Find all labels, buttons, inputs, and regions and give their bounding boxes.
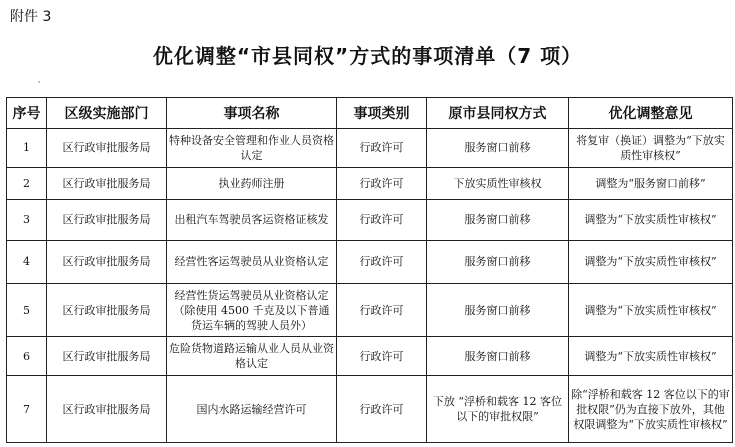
table-row — [7, 283, 733, 336]
cell-opinion: 调整为“下放实质性审核权” — [569, 337, 733, 376]
stray-mark: ' — [38, 80, 41, 89]
cell-item-name: 国内水路运输经营许可 — [167, 376, 337, 443]
cell-category: 行政许可 — [337, 283, 427, 336]
cell-original-method: 服务窗口前移 — [427, 199, 569, 240]
cell-no: 1 — [7, 129, 47, 168]
table-row — [7, 337, 733, 376]
cell-opinion: 调整为“下放实质性审核权” — [569, 199, 733, 240]
cell-dept: 区行政审批服务局 — [47, 283, 167, 336]
cell-dept: 区行政审批服务局 — [47, 376, 167, 443]
table-row — [7, 376, 733, 443]
cell-item-name: 经营性货运驾驶员从业资格认定（除使用 4500 千克及以下普通货运车辆的驾驶人员外） — [167, 283, 337, 336]
cell-dept: 区行政审批服务局 — [47, 129, 167, 168]
table-row — [7, 167, 733, 199]
table-row — [7, 129, 733, 168]
cell-original-method: 下放实质性审核权 — [427, 167, 569, 199]
table-row — [7, 199, 733, 240]
header-item-name: 事项名称 — [167, 98, 337, 129]
cell-dept: 区行政审批服务局 — [47, 240, 167, 283]
cell-item-name: 经营性客运驾驶员从业资格认定 — [167, 240, 337, 283]
cell-no: 3 — [7, 199, 47, 240]
cell-dept: 区行政审批服务局 — [47, 337, 167, 376]
cell-opinion: 将复审（换证）调整为“下放实质性审核权” — [569, 129, 733, 168]
cell-no: 5 — [7, 283, 47, 336]
cell-no: 4 — [7, 240, 47, 283]
cell-category: 行政许可 — [337, 167, 427, 199]
cell-item-name: 出租汽车驾驶员客运资格证核发 — [167, 199, 337, 240]
cell-item-name: 执业药师注册 — [167, 167, 337, 199]
cell-category: 行政许可 — [337, 199, 427, 240]
table-row — [7, 240, 733, 283]
cell-opinion: 调整为“服务窗口前移” — [569, 167, 733, 199]
header-opinion: 优化调整意见 — [569, 98, 733, 129]
cell-category: 行政许可 — [337, 129, 427, 168]
cell-original-method: 服务窗口前移 — [427, 129, 569, 168]
cell-original-method: 服务窗口前移 — [427, 337, 569, 376]
cell-category: 行政许可 — [337, 240, 427, 283]
cell-no: 7 — [7, 376, 47, 443]
header-category: 事项类别 — [337, 98, 427, 129]
cell-original-method: 服务窗口前移 — [427, 283, 569, 336]
attachment-label: 附件 3 — [10, 9, 52, 25]
cell-original-method: 下放 “浮桥和载客 12 客位以下的审批权限” — [427, 376, 569, 443]
cell-opinion: 调整为“下放实质性审核权” — [569, 240, 733, 283]
cell-category: 行政许可 — [337, 376, 427, 443]
cell-item-name: 危险货物道路运输从业人员从业资格认定 — [167, 337, 337, 376]
cell-no: 6 — [7, 337, 47, 376]
cell-opinion: 除“浮桥和载客 12 客位以下的审批权限”仍为直接下放外，其他权限调整为“下放实质性审核权” — [569, 376, 733, 443]
cell-dept: 区行政审批服务局 — [47, 199, 167, 240]
header-original-method: 原市县同权方式 — [427, 98, 569, 129]
cell-dept: 区行政审批服务局 — [47, 167, 167, 199]
items-table — [6, 97, 733, 443]
header-no: 序号 — [7, 98, 47, 129]
header-dept: 区级实施部门 — [47, 98, 167, 129]
cell-category: 行政许可 — [337, 337, 427, 376]
cell-original-method: 服务窗口前移 — [427, 240, 569, 283]
cell-item-name: 特种设备安全管理和作业人员资格认定 — [167, 129, 337, 168]
cell-no: 2 — [7, 167, 47, 199]
cell-opinion: 调整为“下放实质性审核权” — [569, 283, 733, 336]
table-header-row — [7, 98, 733, 129]
document-title: 优化调整“市县同权”方式的事项清单（7 项） — [152, 44, 583, 68]
